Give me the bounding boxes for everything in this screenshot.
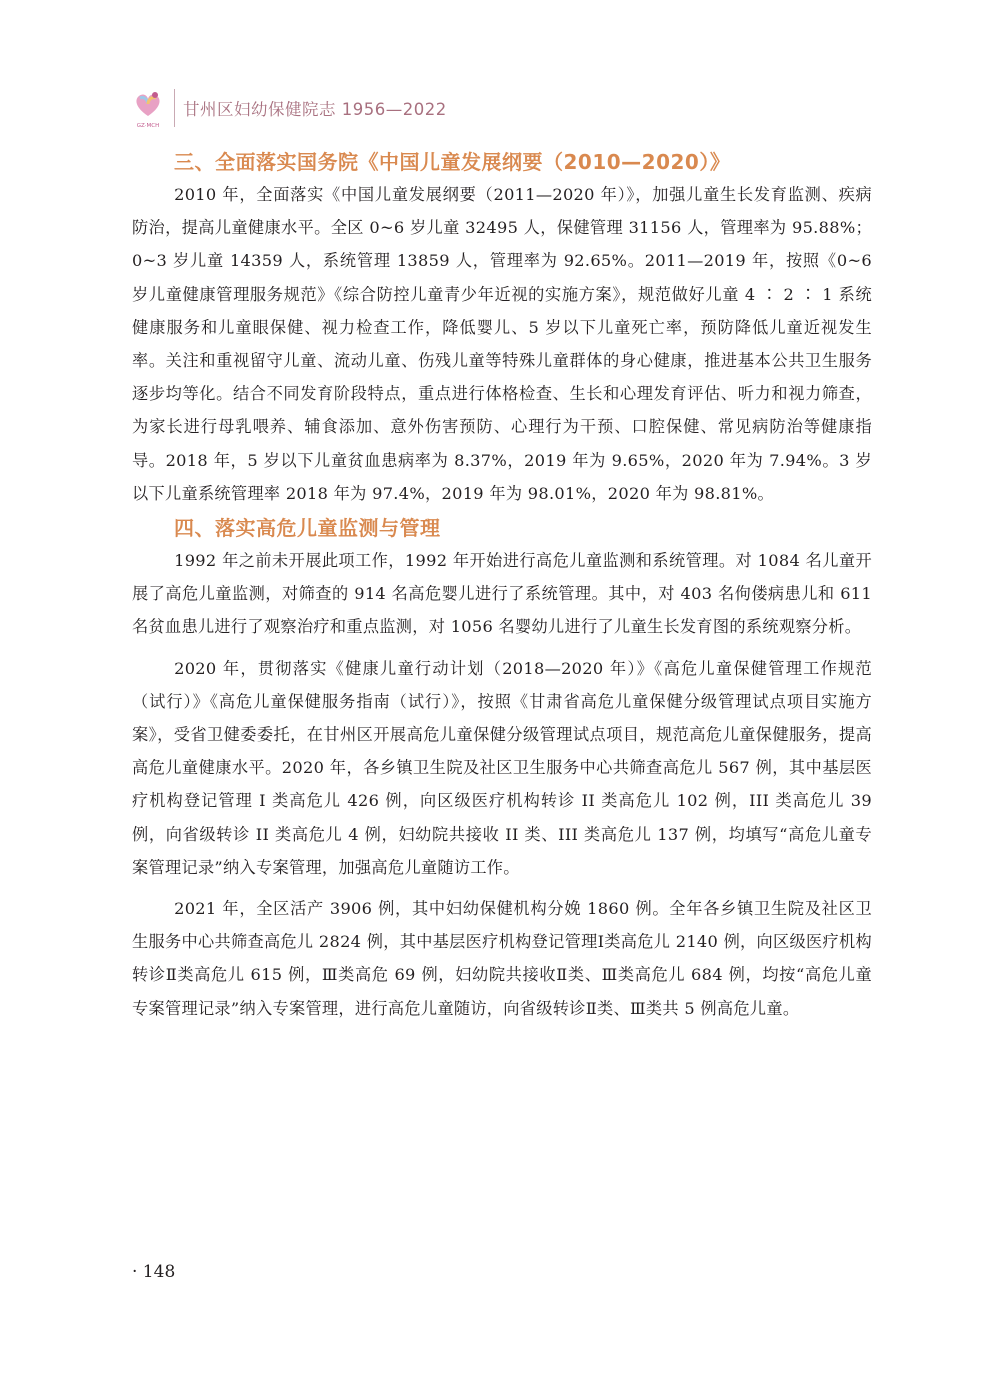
page-number: · 148 <box>132 1262 176 1282</box>
body-paragraph: 2020 年，贯彻落实《健康儿童行动计划（2018—2020 年）》《高危儿童保健管理工作规范（试行）》《高危儿童保健服务指南（试行）》，按照《甘肃省高危儿童保健分级管理试点项目实施方案》，受省卫健委委托，在甘州区开展高危儿童保健分级管理试点项目，规范高危儿童保健服务，提高高危儿童健康水平。2020 年，各乡镇卫生院及社区卫生服务中心共筛查高危儿 567 例，其中基层医疗机构登记管理 I 类高危儿 426 例，向区级医疗机构转诊 II 类高危儿 102 例，III 类高危儿 39 例，向省级转诊 II 类高危儿 4 例，妇幼院共接收 II 类、III 类高危儿 137 例，均填写“高危儿童专案管理记录”纳入专案管理，加强高危儿童随访工作。 <box>132 658 872 877</box>
header-title: 甘州区妇幼保健院志 1956—2022 <box>183 100 447 119</box>
body-paragraph: 1992 年之前未开展此项工作，1992 年开始进行高危儿童监测和系统管理。对 1084 名儿童开展了高危儿童监测，对筛查的 914 名高危婴儿进行了系统管理。其中，对 403 名佝偻病患儿和 611 名贫血患儿进行了观察治疗和重点监测，对 1056 名婴幼儿进行了儿童生长发育图的系统观察分析。 <box>132 551 872 637</box>
body-paragraph: 2010 年，全面落实《中国儿童发展纲要（2011—2020 年）》，加强儿童生长发育监测、疾病防治，提高儿童健康水平。全区 0~6 岁儿童 32495 人，保健管理 31156 人，管理率为 95.88%；0~3 岁儿童 14359 人，系统管理 13859 人，管理率为 92.65%。2011—2019 年，按照《0~6 岁儿童健康管理服务规范》《综合防控儿童青少年近视的实施方案》，规范做好儿童 4 ∶ 2 ∶ 1 系统健康服务和儿童眼保健、视力检查工作，降低婴儿、5 岁以下儿童死亡率，预防降低儿童近视发生率。关注和重视留守儿童、流动儿童、伤残儿童等特殊儿童群体的身心健康，推进基本公共卫生服务逐步均等化。结合不同发育阶段特点，重点进行体格检查、生长和心理发育评估、听力和视力筛查，为家长进行母乳喂养、辅食添加、意外伤害预防、心理行为干预、口腔保健、常见病防治等健康指导。2018 年，5 岁以下儿童贫血患病率为 8.37%，2019 年为 9.65%，2020 年为 7.94%。3 岁以下儿童系统管理率 2018 年为 97.4%，2019 年为 98.01%，2020 年为 98.81%。 <box>132 185 872 503</box>
header-divider <box>174 89 175 127</box>
logo-text: GZ·MCH <box>136 123 160 129</box>
section-heading: 三、全面落实国务院《中国儿童发展纲要（2010—2020）》 <box>174 150 731 174</box>
section-heading: 四、落实高危儿童监测与管理 <box>174 516 441 541</box>
hospital-logo <box>128 86 168 130</box>
running-header <box>128 88 447 128</box>
page-body <box>132 146 872 1025</box>
heart-ribbon-logo-icon <box>128 86 168 130</box>
body-paragraph: 2021 年，全区活产 3906 例，其中妇幼保健机构分娩 1860 例。全年各乡镇卫生院及社区卫生服务中心共筛查高危儿 2824 例，其中基层医疗机构登记管理Ⅰ类高危儿 2140 例，向区级医疗机构转诊Ⅱ类高危儿 615 例，Ⅲ类高危 69 例，妇幼院共接收Ⅱ类、Ⅲ类高危儿 684 例，均按“高危儿童专案管理记录”纳入专案管理，进行高危儿童随访，向省级转诊Ⅱ类、Ⅲ类共 5 例高危儿童。 <box>132 899 872 1018</box>
